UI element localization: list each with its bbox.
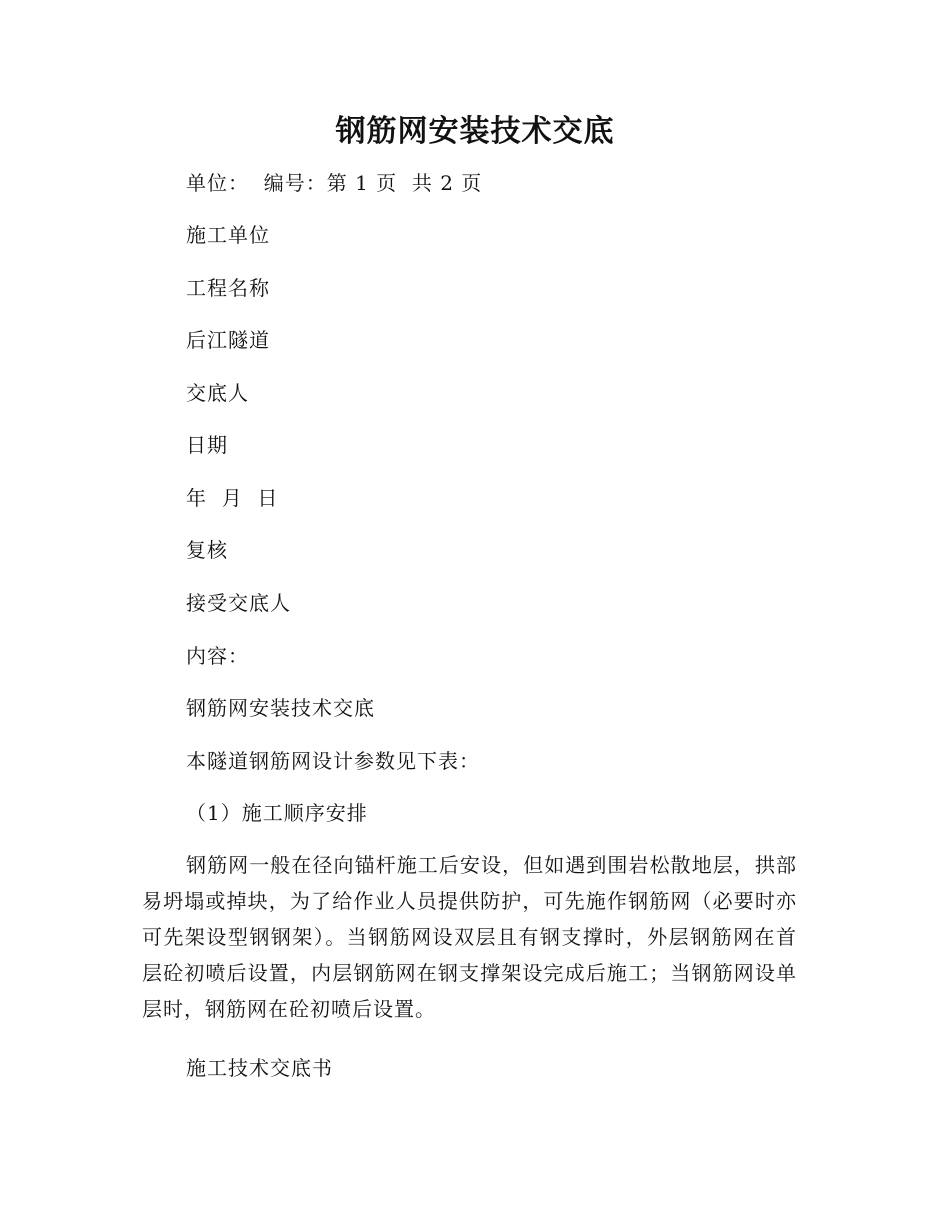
body-intro: 本隧道钢筋网设计参数见下表： (186, 749, 480, 773)
field-date-value: 年 月 日 (186, 486, 279, 510)
field-construction-unit: 施工单位 (186, 223, 270, 247)
field-date-label: 日期 (186, 433, 228, 457)
footer-heading: 施工技术交底书 (186, 1056, 333, 1080)
section-1-paragraph: 钢筋网一般在径向锚杆施工后安设，但如遇到围岩松散地层，拱部易坍塌或掉块，为了给作业人员提供防护，可先施作钢筋网（必要时亦可先架设型钢钢架）。当钢筋网设双层且有钢支撑时，外层钢筋网在首层砼初喷后设置，内层钢筋网在钢支撑架设完成后施工；当钢筋网设单层时，钢筋网在砼初喷后设置。 (142, 853, 797, 1021)
field-review: 复核 (186, 538, 228, 562)
document-title: 钢筋网安装技术交底 (335, 114, 615, 149)
header-line: 单位： 编号：第 1 页 共 2 页 (186, 171, 483, 195)
section-1-heading: （1）施工顺序安排 (186, 801, 368, 825)
field-receiver: 接受交底人 (186, 591, 291, 615)
body-subtitle: 钢筋网安装技术交底 (186, 696, 375, 720)
field-content-label: 内容： (186, 644, 249, 668)
field-project-value: 后江隧道 (186, 328, 270, 352)
field-project-name: 工程名称 (186, 276, 270, 300)
field-submitter: 交底人 (186, 381, 249, 405)
